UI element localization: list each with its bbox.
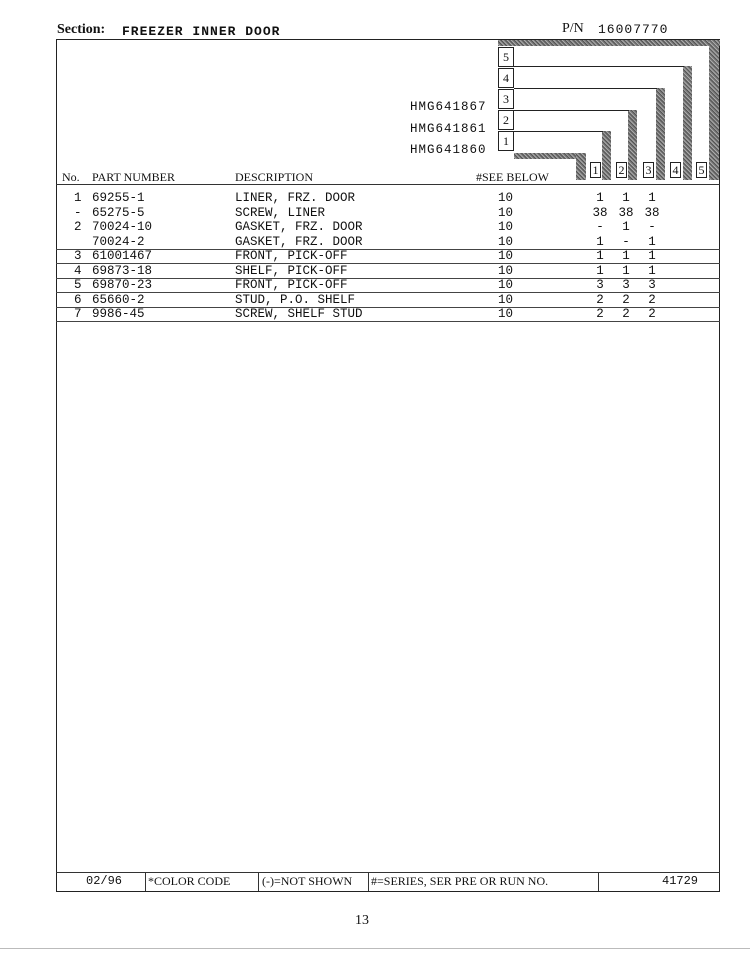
series-box-3: 3: [498, 89, 514, 109]
row-part-number: 9986-45: [92, 307, 145, 321]
row-qty-col-2: -: [622, 234, 630, 249]
row-item-number: 1: [74, 191, 82, 205]
column-number-3: 3: [643, 162, 654, 178]
footer-date: 02/96: [86, 874, 123, 888]
bracket-line: [514, 110, 629, 111]
column-number-2: 2: [616, 162, 627, 178]
row-part-number: 69870-23: [92, 278, 153, 292]
row-description: FRONT, PICK-OFF: [235, 249, 348, 263]
row-qty-col-1: -: [596, 220, 604, 234]
row-description: GASKET, FRZ. DOOR: [235, 220, 363, 234]
series-shade-4: [683, 66, 692, 180]
row-description: LINER, FRZ. DOOR: [235, 191, 356, 205]
series-shade-top: [498, 40, 720, 46]
table-row: [0, 235, 750, 250]
row-description: STUD, P.O. SHELF: [235, 292, 356, 307]
footer-number: 41729: [662, 874, 699, 888]
header-part-number: PART NUMBER: [92, 170, 175, 184]
footer-divider: [368, 872, 369, 891]
row-part-number: 69255-1: [92, 191, 145, 205]
row-series: 10: [498, 307, 514, 321]
footer-not-shown: (-)=NOT SHOWN: [262, 874, 353, 888]
row-item-number: 4: [74, 263, 82, 278]
row-part-number: 65275-5: [92, 205, 145, 220]
row-qty-col-1: 38: [592, 205, 608, 220]
row-series: 10: [498, 249, 514, 263]
table-row: [0, 191, 750, 206]
bracket-line: [514, 66, 684, 67]
series-box-1: 1: [498, 131, 514, 151]
series-shade-2: [628, 110, 637, 180]
series-box-5: 5: [498, 47, 514, 67]
header-see-below: #SEE BELOW: [476, 170, 549, 184]
page-number: 13: [355, 913, 369, 928]
row-qty-col-3: 1: [648, 234, 656, 249]
header-rule: [56, 184, 720, 185]
row-qty-col-3: 1: [648, 191, 656, 205]
row-qty-col-3: -: [648, 220, 656, 234]
table-row: [0, 249, 750, 264]
series-shade-5: [709, 40, 719, 180]
row-part-number: 61001467: [92, 249, 153, 263]
row-qty-col-1: 1: [596, 191, 604, 205]
row-description: SHELF, PICK-OFF: [235, 263, 348, 278]
footer-series-note: #=SERIES, SER PRE OR RUN NO.: [371, 874, 549, 888]
row-series: 10: [498, 263, 514, 278]
section-title: FREEZER INNER DOOR: [122, 24, 281, 39]
row-item-number: 7: [74, 307, 82, 321]
row-series: 10: [498, 191, 514, 205]
row-description: SCREW, SHELF STUD: [235, 307, 363, 321]
row-qty-col-3: 2: [648, 292, 656, 307]
row-qty-col-2: 1: [622, 249, 630, 263]
table-row: [0, 220, 750, 235]
column-number-5: 5: [696, 162, 707, 178]
row-part-number: 65660-2: [92, 292, 145, 307]
row-item-number: -: [74, 205, 82, 220]
header-no: No.: [62, 170, 80, 184]
row-qty-col-2: 1: [622, 263, 630, 278]
page-bottom-rule: [0, 948, 750, 949]
footer-rule: [56, 872, 720, 873]
row-description: FRONT, PICK-OFF: [235, 278, 348, 292]
row-qty-col-2: 1: [622, 220, 630, 234]
row-qty-col-1: 2: [596, 307, 604, 321]
table-row: [0, 293, 750, 308]
model-number: HMG641861: [410, 122, 487, 136]
row-part-number: 70024-2: [92, 234, 145, 249]
table-row: [0, 206, 750, 221]
row-qty-col-2: 3: [622, 278, 630, 292]
series-shade-base-v: [576, 153, 586, 180]
row-item-number: 6: [74, 292, 82, 307]
row-qty-col-2: 2: [622, 292, 630, 307]
row-qty-col-1: 3: [596, 278, 604, 292]
model-number: HMG641860: [410, 143, 487, 157]
row-qty-col-2: 38: [618, 205, 634, 220]
row-series: 10: [498, 205, 514, 220]
row-qty-col-1: 2: [596, 292, 604, 307]
series-box-4: 4: [498, 68, 514, 88]
column-number-4: 4: [670, 162, 681, 178]
row-qty-col-1: 1: [596, 234, 604, 249]
row-rule: [56, 321, 720, 322]
series-shade-3: [656, 88, 665, 180]
bracket-line: [514, 88, 657, 89]
model-number: HMG641867: [410, 100, 487, 114]
table-row: [0, 278, 750, 293]
row-series: 10: [498, 278, 514, 292]
row-series: 10: [498, 220, 514, 234]
row-qty-col-2: 1: [622, 191, 630, 205]
row-item-number: 5: [74, 278, 82, 292]
part-number-value: 16007770: [598, 22, 669, 37]
row-qty-col-1: 1: [596, 263, 604, 278]
table-row: [0, 307, 750, 322]
row-qty-col-1: 1: [596, 249, 604, 263]
row-qty-col-3: 1: [648, 249, 656, 263]
row-description: GASKET, FRZ. DOOR: [235, 234, 363, 249]
header-description: DESCRIPTION: [235, 170, 314, 184]
row-part-number: 69873-18: [92, 263, 153, 278]
row-item-number: 3: [74, 249, 82, 263]
bracket-line: [514, 131, 603, 132]
row-qty-col-3: 38: [644, 205, 660, 220]
row-description: SCREW, LINER: [235, 205, 326, 220]
footer-color-code: *COLOR CODE: [148, 874, 231, 888]
series-box-2: 2: [498, 110, 514, 130]
section-label: Section:: [57, 22, 106, 37]
footer-divider: [598, 872, 599, 891]
row-qty-col-2: 2: [622, 307, 630, 321]
row-qty-col-3: 1: [648, 263, 656, 278]
series-shade-1: [602, 131, 611, 180]
footer-divider: [145, 872, 146, 891]
row-item-number: 2: [74, 220, 82, 234]
row-qty-col-3: 3: [648, 278, 656, 292]
column-number-1: 1: [590, 162, 601, 178]
row-qty-col-3: 2: [648, 307, 656, 321]
footer-divider: [258, 872, 259, 891]
part-number-label: P/N: [562, 21, 584, 36]
row-series: 10: [498, 292, 514, 307]
row-part-number: 70024-10: [92, 220, 153, 234]
row-series: 10: [498, 234, 514, 249]
table-row: [0, 264, 750, 279]
